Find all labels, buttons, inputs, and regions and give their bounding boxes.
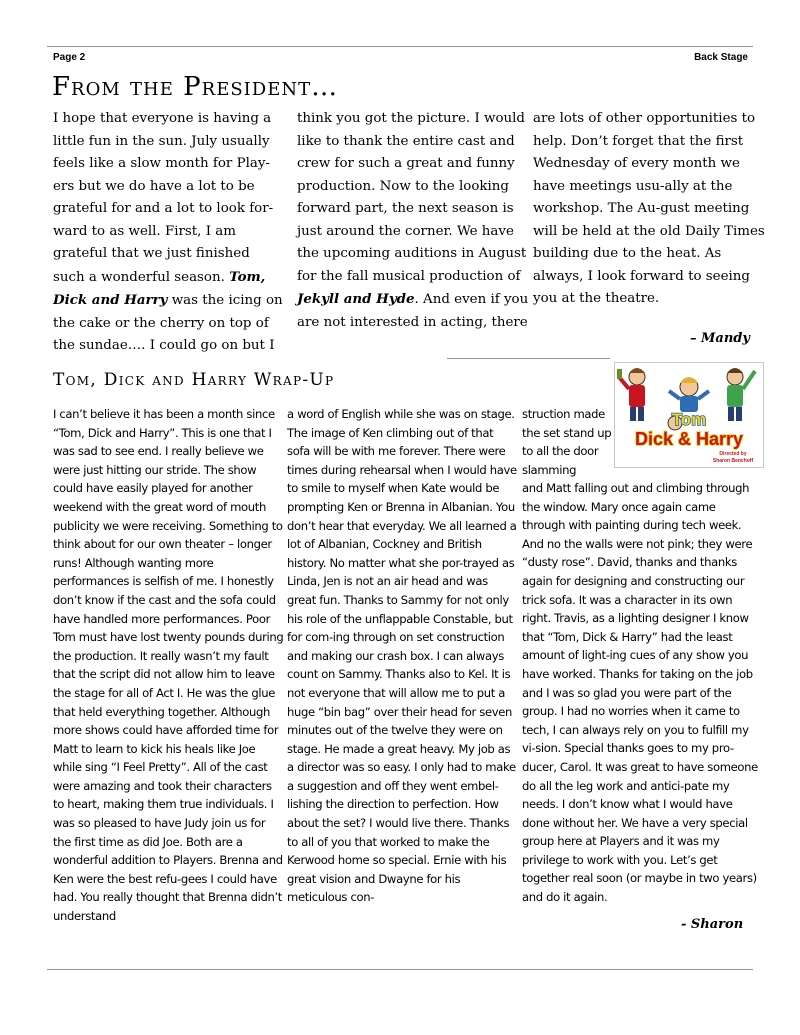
wrapup-signature: - Sharon — [681, 917, 744, 932]
logo-title-line-1: Tom — [671, 410, 707, 429]
show-logo-image — [614, 362, 764, 468]
show-logo-artwork — [615, 363, 763, 467]
footer-rule — [47, 969, 753, 970]
section-divider — [447, 358, 610, 359]
logo-credit-line-1: Directed by — [719, 451, 747, 457]
president-paragraph-2 — [297, 108, 529, 334]
president-text-1: I hope that everyone is having a little fun in the sun. July usually feels like a slow month for Play-ers but we do have a lot to be grateful for and a lot to look for-ward to as well. First, I am grateful that we just finished such a wonderful season. — [53, 111, 274, 285]
wrapup-column-1 — [53, 405, 285, 926]
header-rule — [47, 46, 753, 47]
wrapup-title: Tom, Dick and Harry Wrap-Up — [53, 370, 335, 390]
wrapup-column-2 — [287, 405, 517, 907]
president-signature: – Mandy — [690, 331, 750, 346]
president-text-1b: was the icing on the cake or the cherry on top of the sundae…. I could go on but I — [53, 293, 283, 353]
wrapup-text-3a: struction made the set stand up to all the door slamming — [522, 407, 612, 477]
president-show-title-2: Jekyll and Hyde — [297, 291, 415, 307]
cartoon-figure-left — [617, 368, 645, 421]
president-show-title: Tom, Dick and Harry — [53, 268, 266, 308]
president-column-1 — [53, 108, 285, 358]
president-text-2b: . And even if you are not interested in acting, there — [297, 292, 529, 330]
president-text-3: are lots of other opportunities to help. Don’t forget that the first Wednesday of every month we have meetings usu-ally at the workshop. The Au-gust meeting will be held at the old Daily Times building due to the heat. As always, I look forward to seeing you at the theatre. — [533, 111, 765, 306]
page-number: Page 2 — [53, 52, 86, 63]
wrapup-column-3 — [522, 479, 762, 907]
wrapup-text-1: I can’t believe it has been a month since “Tom, Dick and Harry”. This is one that I was sad to see end. I really believe we were just hitting our stride. The show could have easily played for another weekend with the great word of mouth publicity we were receiving. Something to think about for our own theater – longer runs! Although wanting more performances is selfish of me. I honestly don’t know if the cast and the sofa could have handled more performances. Poor Tom must have lost twenty pounds during the production. It really wasn’t my fault that the script did not allow him to leave the stage for all of Act I. He was the glue that held everything together. Although more shows could have afforded time for Matt to learn to kick his heals like Joe while sing “I Feel Pretty”. All of the cast were amazing and took their characters to heart, making them true individuals. I was so pleased to have Judy join us for the first time as did Joe. Both are a wonderful addition to Players. Brenna and Ken were the best refu-gees I could have had. You really thought that Brenna didn’t understand — [53, 407, 284, 924]
president-text-2: think you got the picture. I would like to thank the entire cast and crew for such a great and funny production. Now to the looking forward part, the next season is just around the corner. We have the upcoming auditions in August for the fall musical production of — [297, 111, 527, 284]
wrapup-text-2: a word of English while she was on stage. The image of Ken climbing out of that sofa will be with me forever. There were times during rehearsal when I would have to smile to myself when Kate would be prompting Ken or Brenna in Albanian. You don’t hear that everyday. We all learned a lot of Albanian, Cockney and British history. No matter what she por-trayed as Linda, Jen is not an air head and was great fun. Thanks to Sammy for not only his role of the unflappable Constable, but for com-ing through on set construction and making our crash box. I can always count on Sammy. Thanks also to Kel. It is not everyone that will allow me to put a huge “bin bag” over their head for seven minutes out of the twelve they were on stage. He made a great heavy. My job as a director was so easy. I only had to make a suggestion and off they went embel-lishing the direction to perfection. How about the set? I would live there. Thanks to all of you that worked to make the Kerwood home so special. Ernie with his great vision and Dwayne for his meticulous con- — [287, 407, 517, 905]
president-title: From the President… — [52, 72, 339, 102]
cartoon-figure-right — [727, 368, 755, 421]
president-column-2 — [297, 108, 529, 334]
logo-title-line-2: Dick & Harry — [634, 429, 744, 449]
president-paragraph-1 — [53, 108, 285, 358]
wrapup-text-3: and Matt falling out and climbing through the window. Mary once again came through with painting during tech week. And no the walls were not pink; they were “dusty rose”. David, thanks and thanks again for designing and constructing our trick sofa. It was a character in its own right. Travis, as a lighting designer I know that “Tom, Dick & Harry” had the least amount of light-ing cues of any show you have worked. Thanks for taking on the job and I was so glad you were part of the group. I had no worries when it came to tech, I can always rely on you to fulfill my vi-sion. Special thanks goes to my pro-ducer, Carol. It was great to have someone do all the leg work and antici-pate my needs. I don’t know what I would have done without her. We have a very special group here at Players and it was my privilege to work with you. Let’s get together real soon (or maybe in two years) and do it again. — [522, 481, 758, 905]
wrapup-column-3-top — [522, 405, 612, 479]
newsletter-name: Back Stage — [694, 52, 748, 63]
president-column-3 — [533, 108, 765, 311]
logo-credit-line-2: Sharon Benchoff — [712, 458, 754, 464]
